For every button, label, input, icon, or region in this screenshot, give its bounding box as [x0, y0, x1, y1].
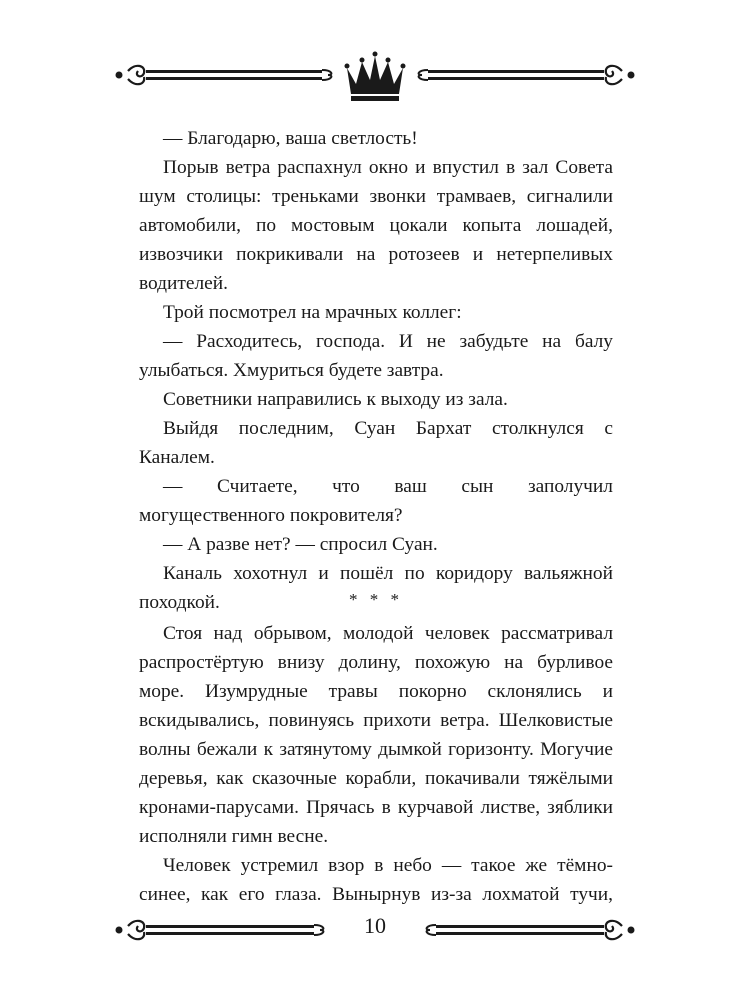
paragraph: — Благодарю, ваша светлость! — [163, 128, 418, 149]
header-ornament — [0, 40, 750, 110]
paragraph: Стоя над обрывом, молодой человек рассматривал распростёртую внизу долину, похожую на бурливое море. Изумрудные травы покорно склонялись и вскидывались, повинуясь прихоти ветра. Шелковистые волны бежали к затянутому дымкой горизонту. Могучие деревья, как сказочные корабли, покачивали тяжёлыми кронами-парусами. Прячась в курчавой листве, зяблики исполняли гимн весне. — [139, 623, 613, 847]
paragraph: Советники направились к выходу из зала. — [163, 389, 508, 410]
text-block-bottom — [139, 619, 613, 909]
paragraph: Порыв ветра распахнул окно и впустил в зал Совета шум столицы: треньками звонки трамваев, сигналили автомобили, по мостовым цокали копыта лошадей, извозчики покрикивали на ротозеев и нетерпеливых водителей. — [139, 157, 613, 294]
paragraph: Трой посмотрел на мрачных коллег: — [163, 302, 462, 323]
paragraph: — Считаете, что ваш сын заполучил могущественного покровителя? — [139, 476, 613, 526]
flourish-right-icon — [419, 66, 635, 84]
section-separator: * * * — [349, 590, 403, 609]
paragraph: Выйдя последним, Суан Бархат столкнулся с Каналем. — [139, 418, 613, 468]
paragraph: — А разве нет? — спросил Суан. — [163, 534, 438, 555]
paragraph: — Расходитесь, господа. И не забудьте на балу улыбаться. Хмуриться будете завтра. — [139, 331, 613, 381]
text-block-top — [139, 124, 613, 617]
paragraph: Человек устремил взор в небо — такое же тёмно-синее, как его глаза. Вынырнув из-за лохматой тучи, — [139, 855, 613, 905]
flourish-left-icon — [116, 921, 324, 939]
flourish-right-icon — [427, 921, 635, 939]
paragraph: Каналь хохотнул и пошёл по коридору вальяжной походкой. — [139, 563, 613, 613]
flourish-left-icon — [116, 66, 332, 84]
page-number: 10 — [364, 913, 386, 938]
crown-icon — [345, 52, 406, 102]
